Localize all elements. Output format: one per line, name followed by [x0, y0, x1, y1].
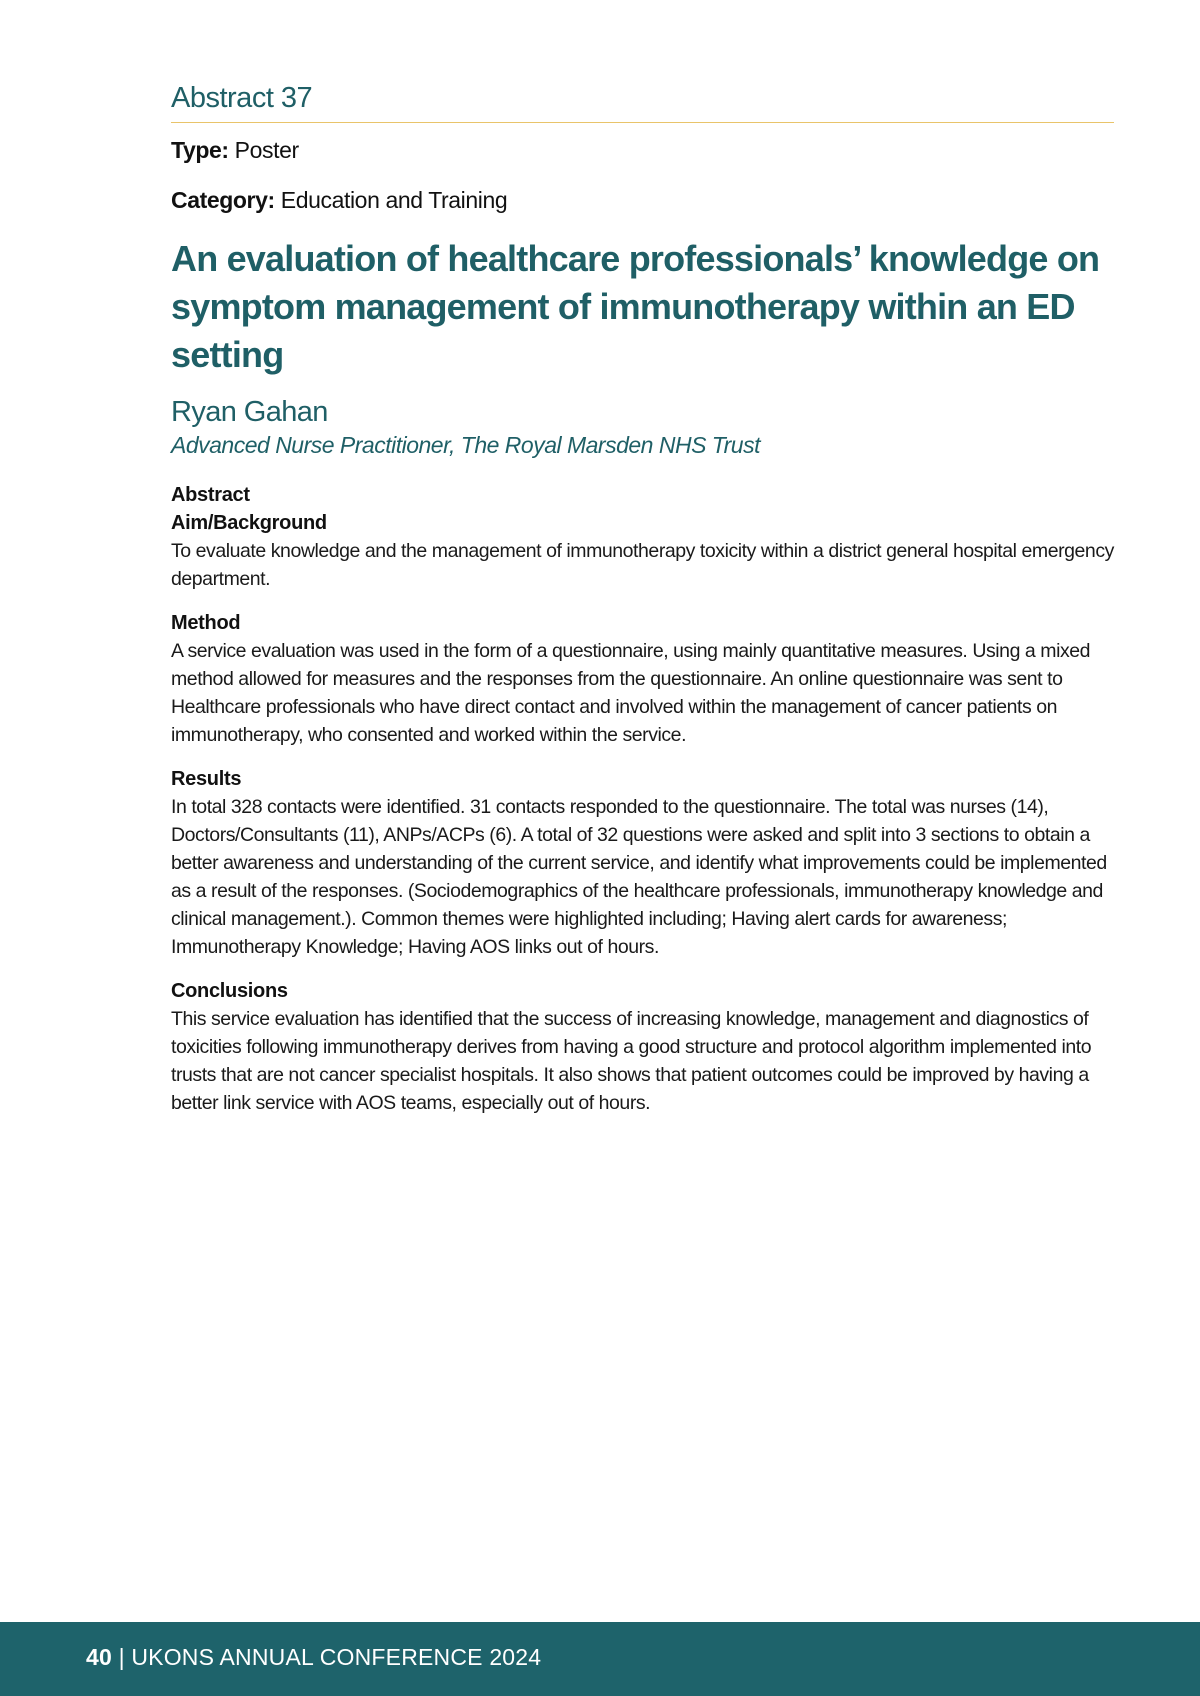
- abstract-title: An evaluation of healthcare professionals’ knowledge on symptom management of immunotherapy within an ED setting: [171, 238, 1100, 375]
- category-line: [171, 185, 1114, 215]
- category-value: Education and Training: [280, 187, 508, 213]
- type-line: [171, 135, 1114, 165]
- footer-separator: |: [118, 1644, 125, 1670]
- type-value: Poster: [234, 137, 299, 163]
- conference-name: UKONS ANNUAL CONFERENCE 2024: [131, 1644, 542, 1670]
- footer-text: [86, 1642, 541, 1672]
- author-name: Ryan Gahan: [171, 396, 328, 428]
- section-aim: [171, 481, 1114, 593]
- section-text: In total 328 contacts were identified. 31 contacts responded to the questionnaire. The total was nurses (14), Doctors/Consultants (11), ANPs/ACPs (6). A total of 32 questions were asked and split into 3 sections to obtain a better awareness and understanding of the current service, and identify what improvements could be implemented as a result of the responses. (Sociodemographics of the healthcare professionals, immunotherapy knowledge and clinical management.). Common themes were highlighted including; Having alert cards for awareness; Immunotherapy Knowledge; Having AOS links out of hours.: [171, 796, 1107, 958]
- type-label: Type:: [171, 137, 229, 163]
- section-heading: Method: [171, 612, 241, 634]
- abstract-number: Abstract 37: [171, 78, 1114, 123]
- section-text: A service evaluation was used in the form of a questionnaire, using mainly quantitative measures. Using a mixed method allowed for measures and the responses from the questionnaire. An online questionnaire was sent to Healthcare professionals who have direct contact and involved within the management of cancer patients on immunotherapy, who consented and worked within the service.: [171, 640, 1091, 746]
- section-heading: Results: [171, 768, 242, 790]
- document-page: [171, 78, 1114, 1117]
- author-affiliation: Advanced Nurse Practitioner, The Royal Marsden NHS Trust: [171, 432, 760, 458]
- section-results: [171, 765, 1114, 961]
- section-conclusions: [171, 977, 1114, 1117]
- section-heading: Conclusions: [171, 980, 288, 1002]
- section-heading: Aim/Background: [171, 512, 327, 534]
- abstract-heading: Abstract: [171, 484, 250, 506]
- section-text: This service evaluation has identified that the success of increasing knowledge, management and diagnostics of toxicities following immunotherapy derives from having a good structure and protocol algorithm implemented into trusts that are not cancer specialist hospitals. It also shows that patient outcomes could be improved by having a better link service with AOS teams, especially out of hours.: [171, 1008, 1092, 1114]
- section-text: To evaluate knowledge and the management of immunotherapy toxicity within a district general hospital emergency department.: [171, 540, 1114, 590]
- page-number: 40: [86, 1644, 112, 1670]
- category-label: Category:: [171, 187, 275, 213]
- section-method: [171, 609, 1114, 749]
- page-footer: [0, 1622, 1200, 1696]
